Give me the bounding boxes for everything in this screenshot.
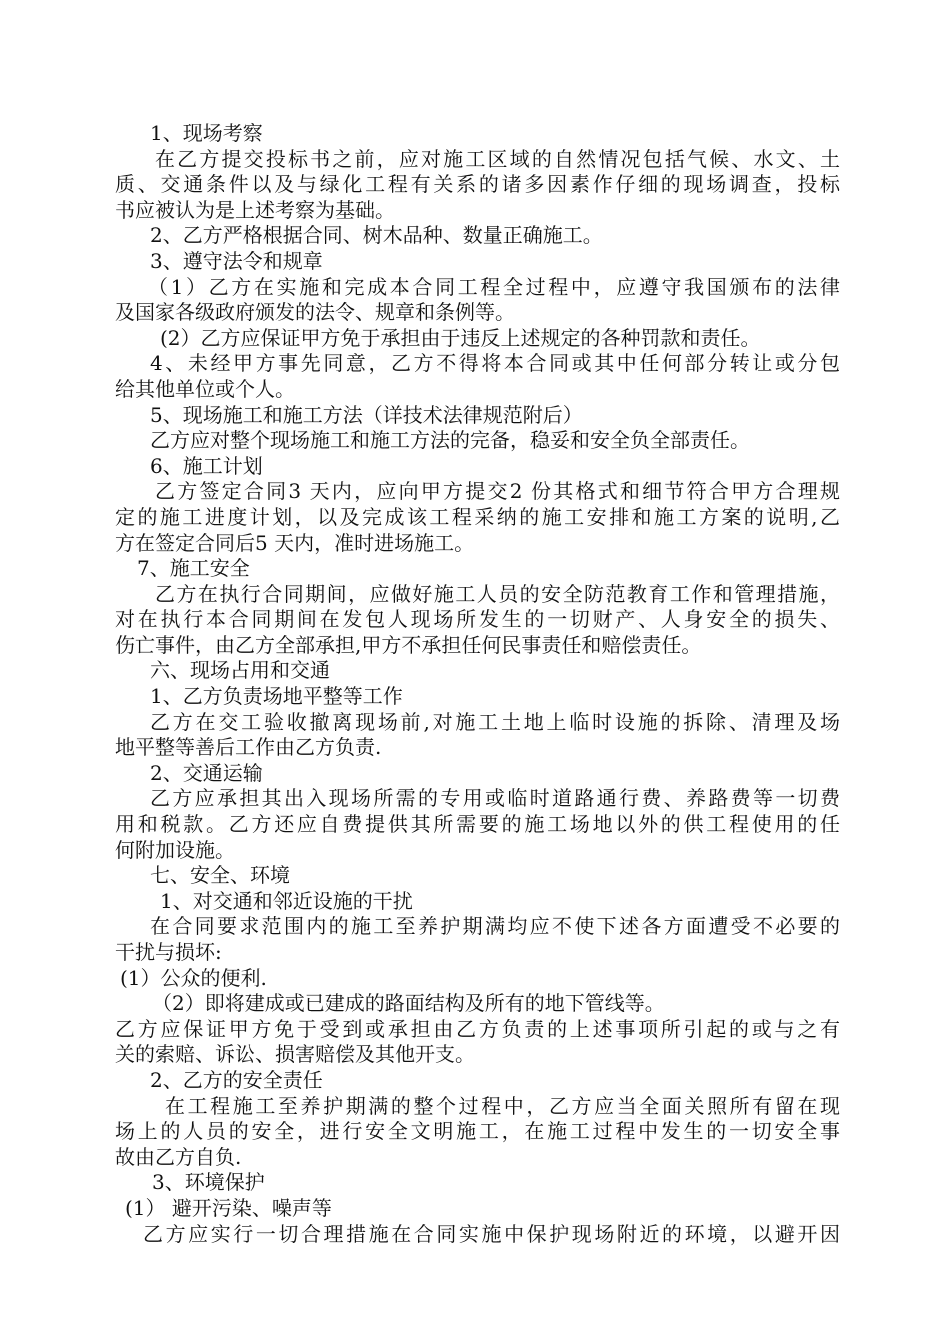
paragraph-line: 场上的人员的安全，进行安全文明施工，在施工过程中发生的一切安全事: [115, 1119, 840, 1144]
paragraph-line: 故由乙方自负.: [115, 1144, 242, 1169]
paragraph-line: 乙方应实行一切合理措施在合同实施中保护现场附近的环境，以避开因: [143, 1221, 840, 1246]
paragraph-line: 乙方在执行合同期间，应做好施工人员的安全防范教育工作和管理措施，: [155, 581, 840, 606]
paragraph-line: 地平整等善后工作由乙方负责.: [115, 735, 382, 760]
paragraph-line: 干扰与损坏:: [115, 940, 222, 964]
paragraph-line: 关的索赔、诉讼、损害赔偿及其他开支。: [115, 1042, 475, 1067]
list-item: (1） 避开污染、噪声等: [125, 1195, 332, 1220]
section-heading: 2、交通运输: [150, 760, 263, 785]
paragraph-line: 在工程施工至养护期满的整个过程中，乙方应当全面关照所有留在现: [165, 1093, 840, 1118]
section-heading: 6、施工计划: [150, 453, 263, 478]
paragraph-line: 给其他单位或个人。: [115, 376, 295, 401]
paragraph-line: 质、交通条件以及与绿化工程有关系的诸多因素作仔细的现场调查，投标: [115, 172, 840, 197]
paragraph-line: 乙方在交工验收撤离现场前,对施工土地上临时设施的拆除、清理及场: [150, 709, 840, 734]
section-heading: 3、环境保护: [152, 1170, 265, 1195]
paragraph-line: 伤亡事件，由乙方全部承担,甲方不承担任何民事责任和赔偿责任。: [115, 632, 702, 657]
section-heading: 5、现场施工和施工方法（详技术法律规范附后）: [150, 402, 583, 427]
paragraph-line: 何附加设施。: [115, 837, 235, 862]
paragraph-line: 4、未经甲方事先同意，乙方不得将本合同或其中任何部分转让或分包: [150, 351, 840, 376]
section-heading: 3、遵守法令和规章: [150, 248, 323, 273]
paragraph-line: 在乙方提交投标书之前，应对施工区域的自然情况包括气候、水文、土: [155, 146, 840, 171]
section-heading: 2、乙方严格根据合同、树木品种、数量正确施工。: [150, 223, 603, 248]
paragraph-line: （1）乙方在实施和完成本合同工程全过程中，应遵守我国颁布的法律: [148, 274, 840, 299]
paragraph-line: 定的施工进度计划，以及完成该工程采纳的施工安排和施工方案的说明,乙: [115, 504, 840, 529]
chapter-heading: 七、安全、环境: [150, 863, 290, 888]
paragraph-line: 乙方应保证甲方免于受到或承担由乙方负责的上述事项所引起的或与之有: [115, 1016, 840, 1041]
section-heading: 7、施工安全: [137, 556, 250, 581]
paragraph-line: 及国家各级政府颁发的法令、规章和条例等。: [115, 300, 515, 325]
chapter-heading: 六、现场占用和交通: [150, 658, 330, 683]
section-heading: 1、乙方负责场地平整等工作: [150, 684, 403, 709]
section-heading: 1、对交通和邻近设施的干扰: [160, 888, 413, 913]
list-item: （2）即将建成或已建成的路面结构及所有的地下管线等。: [152, 991, 665, 1016]
section-heading: 1、现场考察: [150, 121, 263, 145]
paragraph-line: 乙方应承担其出入现场所需的专用或临时道路通行费、养路费等一切费: [150, 786, 840, 811]
paragraph-line: 用和税款。乙方还应自费提供其所需要的施工场地以外的供工程使用的任: [115, 812, 840, 837]
paragraph-line: 在合同要求范围内的施工至养护期满均应不使下述各方面遭受不必要的: [150, 914, 840, 939]
paragraph-line: 对在执行本合同期间在发包人现场所发生的一切财产、人身安全的损失、: [115, 607, 840, 632]
paragraph-line: (2）乙方应保证甲方免于承担由于违反上述规定的各种罚款和责任。: [160, 325, 761, 350]
document-body: [115, 121, 840, 1247]
paragraph-line: 方在签定合同后5 天内，准时进场施工。: [115, 530, 475, 555]
paragraph-line: 乙方应对整个现场施工和施工方法的完备，稳妥和安全负全部责任。: [150, 428, 750, 453]
list-item: (1）公众的便利.: [120, 965, 267, 990]
paragraph-line: 书应被认为是上述考察为基础。: [115, 197, 395, 222]
section-heading: 2、乙方的安全责任: [150, 1067, 323, 1092]
paragraph-line: 乙方签定合同3 天内，应向甲方提交2 份其格式和细节符合甲方合理规: [155, 479, 840, 504]
